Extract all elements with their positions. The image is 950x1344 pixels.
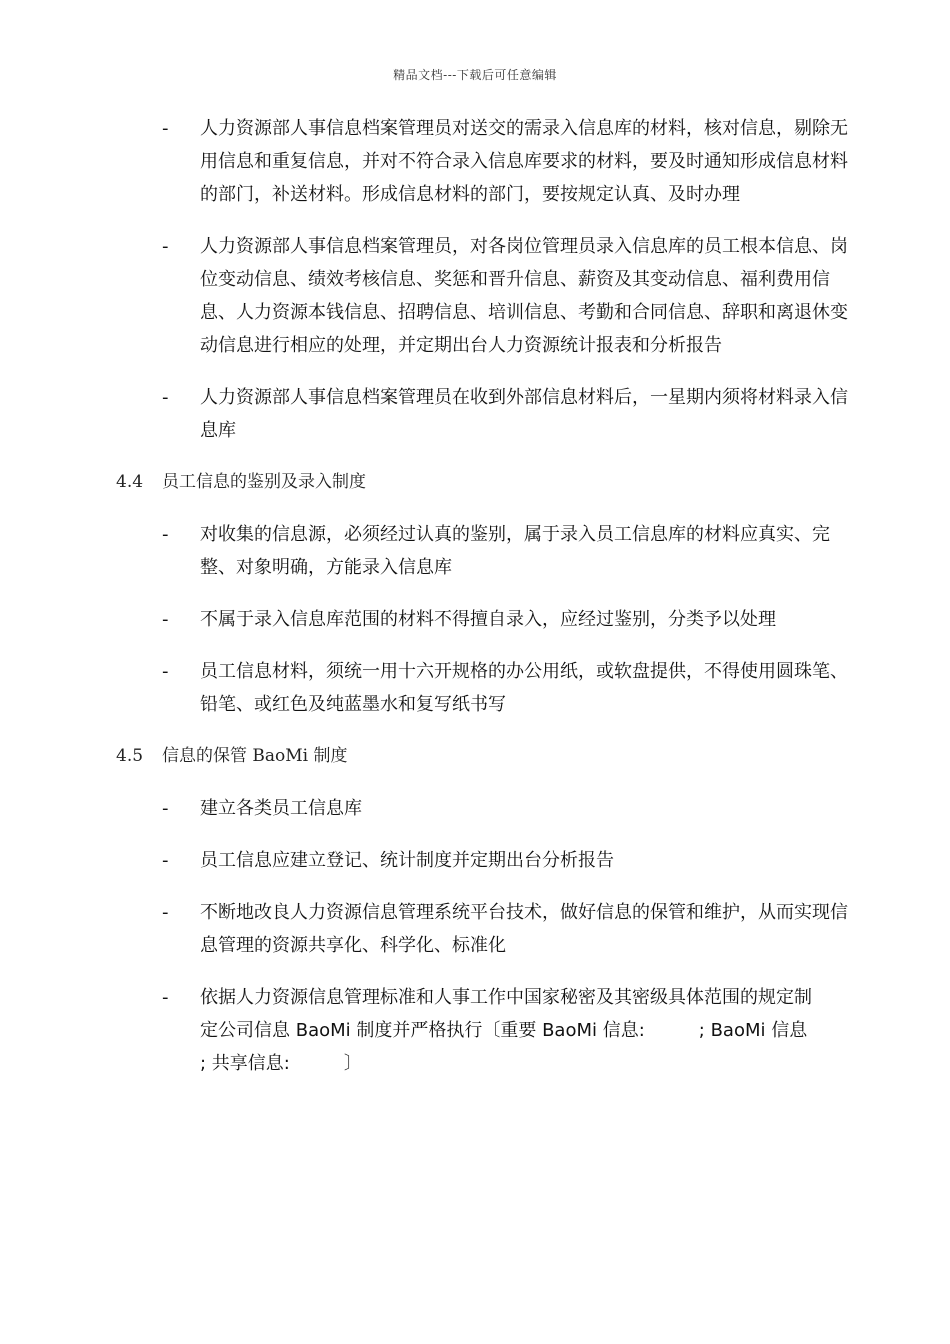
list-item-text: 人力资源部人事信息档案管理员，对各岗位管理员录入信息库的员工根本信息、岗位变动信息、绩效考核信息、奖惩和晋升信息、薪资及其变动信息、福利费用信息、人力资源本钱信息、招聘信息、培训信息、考勤和合同信息、辞职和离退休变动信息进行相应的处理，并定期出台人力资源统计报表和分析报告 (200, 236, 848, 356)
bullet-dash: - (162, 387, 169, 408)
list-item (162, 896, 865, 962)
list-item (162, 844, 865, 877)
section-number: 4.4 (116, 472, 144, 492)
bullet-dash: - (162, 661, 169, 682)
list-item-text: 不断地改良人力资源信息管理系统平台技术，做好信息的保管和维护，从而实现信息管理的资源共享化、科学化、标准化 (200, 902, 848, 956)
list-item (162, 230, 865, 362)
list-item-line: ; 共享信息: 〕 (200, 1053, 362, 1074)
page-header: 精品文档---下载后可任意编辑 (393, 68, 557, 82)
list-item (162, 381, 865, 447)
section-heading-4-4 (116, 466, 950, 499)
bullet-dash: - (162, 236, 169, 257)
bullet-dash: - (162, 987, 169, 1008)
bullet-dash: - (162, 902, 169, 923)
list-item-text: 人力资源部人事信息档案管理员在收到外部信息材料后，一星期内须将材料录入信息库 (200, 387, 848, 441)
list-item (162, 655, 865, 721)
list-item (162, 112, 865, 211)
list-item-text: 人力资源部人事信息档案管理员对送交的需录入信息库的材料，核对信息，剔除无用信息和重复信息，并对不符合录入信息库要求的材料，要及时通知形成信息材料的部门，补送材料。形成信息材料的部门，要按规定认真、及时办理 (200, 118, 848, 205)
bullet-dash: - (162, 850, 169, 871)
list-item-line: 依据人力资源信息管理标准和人事工作中国家秘密及其密级具体范围的规定制 (200, 987, 812, 1008)
list-item-text: 员工信息材料，须统一用十六开规格的办公用纸，或软盘提供，不得使用圆珠笔、铅笔、或红色及纯蓝墨水和复写纸书写 (200, 661, 848, 715)
section-heading-4-5 (116, 740, 950, 773)
list-item (162, 518, 865, 584)
list-item-text: 员工信息应建立登记、统计制度并定期出台分析报告 (200, 850, 614, 871)
bullet-dash: - (162, 524, 169, 545)
list-item-text: 不属于录入信息库范围的材料不得擅自录入，应经过鉴别，分类予以处理 (200, 609, 776, 630)
list-item (162, 603, 865, 636)
list-item-text: 建立各类员工信息库 (200, 798, 362, 819)
list-item-text: 对收集的信息源，必须经过认真的鉴别，属于录入员工信息库的材料应真实、完整、对象明确，方能录入信息库 (200, 524, 830, 578)
section-number: 4.5 (116, 746, 144, 766)
list-item (162, 792, 865, 825)
list-item-line: 定公司信息 BaoMi 制度并严格执行〔重要 BaoMi 信息: ; BaoMi 信息 (200, 1020, 808, 1041)
bullet-dash: - (162, 609, 169, 630)
list-item (162, 981, 865, 1080)
document-body (0, 112, 950, 1099)
section-title: 员工信息的鉴别及录入制度 (162, 472, 366, 492)
bullet-dash: - (162, 118, 169, 139)
bullet-dash: - (162, 798, 169, 819)
section-title: 信息的保管 BaoMi 制度 (162, 746, 348, 766)
